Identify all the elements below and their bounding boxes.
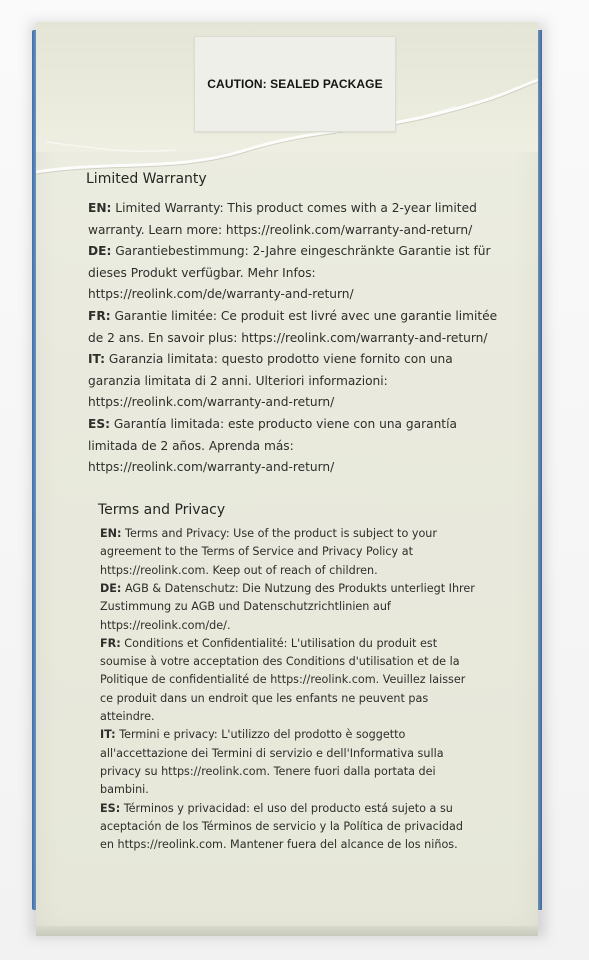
privacy-line-text: https://reolink.com/de/. <box>100 618 231 632</box>
privacy-line <box>100 728 405 741</box>
warranty-line-text: https://reolink.com/warranty-and-return/ <box>88 395 335 410</box>
package-back-face <box>36 22 538 934</box>
privacy-line <box>100 545 413 558</box>
privacy-line <box>100 619 231 632</box>
privacy-line-text: aceptación de los Términos de servicio y la Política de privacidad <box>100 819 463 833</box>
privacy-line-text: ce produit dans un endroit que les enfants ne peuvent pas <box>100 691 429 705</box>
privacy-line-text: Terms and Privacy: Use of the product is subject to your <box>121 527 437 540</box>
privacy-line-text: all'accettazione dei Termini di servizio e dell'Informativa sulla <box>100 746 444 760</box>
privacy-language-code: FR: <box>100 636 121 650</box>
warranty-language-code: ES: <box>88 417 110 431</box>
warranty-line-text: garanzia limitata di 2 anni. Ulteriori informazioni: <box>88 373 388 388</box>
privacy-line-text: atteindre. <box>100 710 155 723</box>
warranty-line-text: de 2 ans. En savoir plus: https://reolink.com/warranty-and-return/ <box>88 330 488 345</box>
privacy-language-code: DE: <box>100 581 122 595</box>
privacy-line <box>100 673 465 686</box>
privacy-line-text: Politique de confidentialité de https://reolink.com. Veuillez laisser <box>100 673 466 687</box>
privacy-line-text: https://reolink.com. Keep out of reach of children. <box>100 563 378 577</box>
warranty-line-text: Garantía limitada: este producto viene con una garantía <box>109 417 457 431</box>
privacy-line <box>100 838 458 851</box>
privacy-line-text: soumise à votre acceptation des Conditions d'utilisation et de la <box>100 655 460 669</box>
warranty-line-text: warranty. Learn more: https://reolink.com/warranty-and-return/ <box>88 222 473 237</box>
warranty-line-text: Garantiebestimmung: 2-Jahre eingeschränkte Garantie ist für <box>111 244 491 259</box>
warranty-language-code: DE: <box>88 244 112 259</box>
privacy-line <box>100 692 428 705</box>
privacy-language-code: EN: <box>100 527 122 540</box>
privacy-line <box>100 783 149 796</box>
privacy-line <box>100 527 437 540</box>
warranty-line-text: Garanzia limitata: questo prodotto viene fornito con una <box>105 352 453 367</box>
privacy-language-code: IT: <box>100 728 116 742</box>
privacy-section <box>36 22 538 934</box>
privacy-line <box>100 600 391 613</box>
warranty-line-text: limitada de 2 años. Aprenda más: <box>88 438 294 453</box>
warranty-language-code: FR: <box>88 309 111 323</box>
privacy-line-text: agreement to the Terms of Service and Privacy Policy at <box>100 545 413 559</box>
warranty-line-text: dieses Produkt verfügbar. Mehr Infos: <box>88 265 316 280</box>
privacy-line-text: bambini. <box>100 783 149 797</box>
privacy-line <box>100 820 463 833</box>
privacy-line-text: Conditions et Confidentialité: L'utilisation du produit est <box>120 636 438 650</box>
warranty-language-code: EN: <box>88 201 112 215</box>
box-bottom-edge <box>36 926 538 936</box>
privacy-line-text: AGB & Datenschutz: Die Nutzung des Produkts unterliegt Ihrer <box>121 581 475 595</box>
privacy-line-text: Términos y privacidad: el uso del producto está sujeto a su <box>120 801 453 815</box>
privacy-line-text: Termini e privacy: L'utilizzo del prodotto è soggetto <box>115 728 406 742</box>
privacy-line-text: privacy su https://reolink.com. Tenere fuori dalla portata dei <box>100 764 436 778</box>
warranty-line-text: Garantie limitée: Ce produit est livré avec une garantie limitée <box>110 309 498 323</box>
caution-text: CAUTION: SEALED PACKAGE <box>207 77 383 91</box>
privacy-line <box>100 710 155 723</box>
warranty-line-text: Limited Warranty: This product comes with a 2-year limited <box>111 201 477 215</box>
privacy-title: Terms and Privacy <box>98 502 226 518</box>
warranty-language-code: IT: <box>88 352 106 367</box>
warranty-line-text: https://reolink.com/de/warranty-and-return/ <box>88 287 354 302</box>
warranty-title: Limited Warranty <box>86 171 207 187</box>
privacy-line <box>100 655 460 668</box>
privacy-line-text: en https://reolink.com. Mantener fuera del alcance de los niños. <box>100 838 458 852</box>
privacy-line <box>100 582 475 595</box>
privacy-line <box>100 747 444 760</box>
privacy-line-text: Zustimmung zu AGB und Datenschutzrichtlinien auf <box>100 600 391 614</box>
privacy-line <box>100 765 436 778</box>
privacy-line <box>100 802 453 815</box>
warranty-line-text: https://reolink.com/warranty-and-return/ <box>88 460 335 475</box>
privacy-line <box>100 637 437 650</box>
privacy-language-code: ES: <box>100 801 121 815</box>
privacy-line <box>100 564 378 577</box>
